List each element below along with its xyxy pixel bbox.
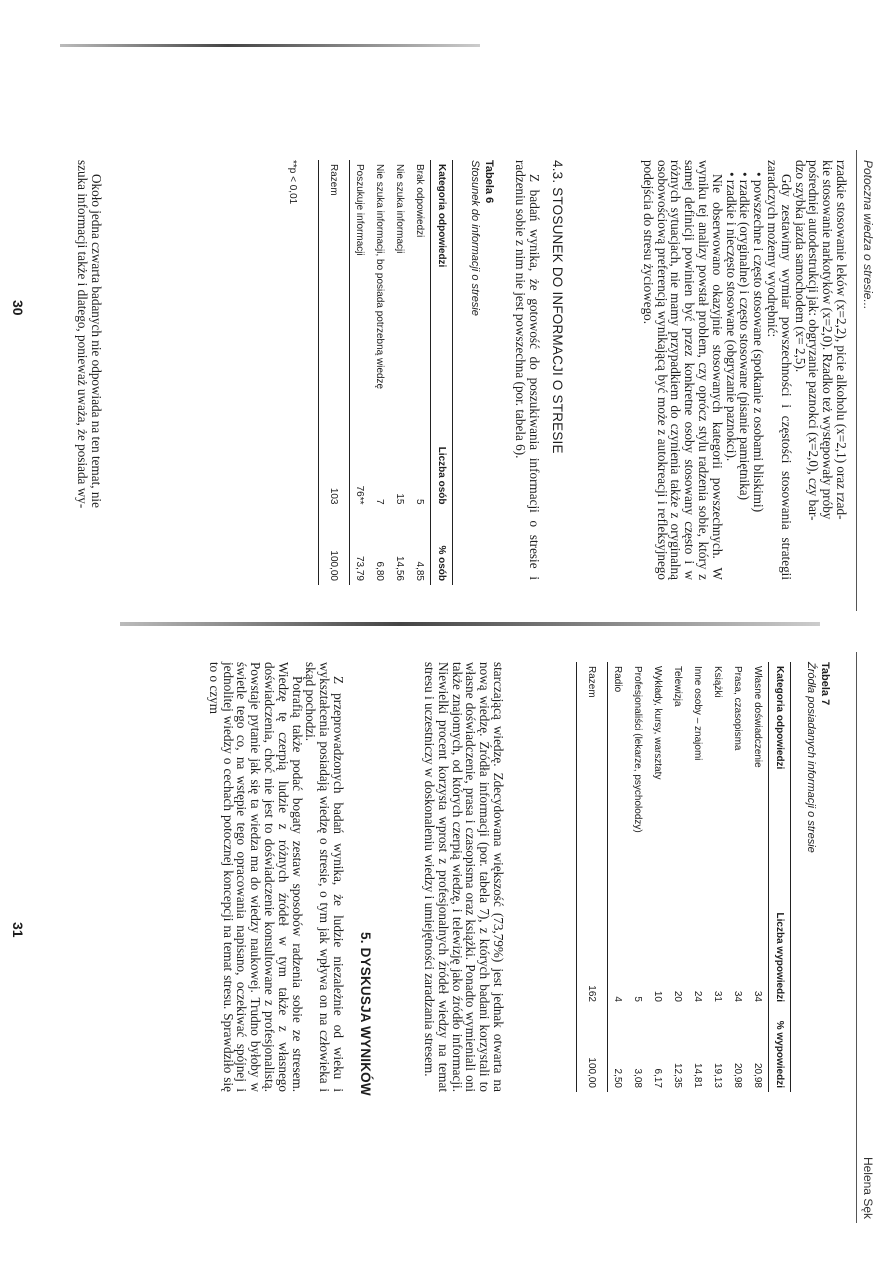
- table-6: [318, 160, 453, 585]
- column-header: Kategoria odpowiedzi: [769, 662, 791, 903]
- table-cell: Razem: [319, 160, 350, 424]
- text-line: Około jedna czwarta badanych nie odpowiada na ten temat, nie: [89, 174, 104, 508]
- discussion-text: [207, 662, 345, 1092]
- section-title: 5. DYSKUSJA WYNIKÓW: [358, 932, 373, 1096]
- table-cell: 24: [692, 990, 704, 1002]
- table-cell: 6,17: [652, 1068, 664, 1088]
- column-header: Liczba osób: [431, 424, 453, 509]
- table-cell: 7: [374, 498, 386, 505]
- table-cell: 73,79: [354, 555, 366, 581]
- text-line: szuka informacji także i dlatego, ponieważ uważa, że posiada wy-: [75, 160, 91, 509]
- table-row: [390, 160, 410, 585]
- paragraph: Z badań wynika, że gotowość do poszukiwania informacji o stresie i radzeniu sobie z nim nie jest powszechna (por. tabela 6).: [513, 160, 542, 580]
- table-cell: 5: [632, 996, 644, 1002]
- table-cell: 20: [672, 990, 684, 1002]
- column-header: % osób: [431, 509, 453, 586]
- table-row: [370, 160, 390, 585]
- table-cell: Inne osoby – znajomi: [692, 666, 704, 761]
- section-text: [513, 160, 541, 580]
- results-text: [422, 662, 505, 1092]
- table-cell: 31: [712, 990, 724, 1002]
- table-cell: 100,00: [577, 1006, 608, 1092]
- table-header-row: [431, 160, 453, 585]
- table-row: [608, 662, 629, 1092]
- table-7: [576, 662, 791, 1092]
- table-cell: 34: [752, 990, 764, 1002]
- table-cell: 10: [652, 990, 664, 1002]
- intro-text: [641, 160, 848, 580]
- table-cell: Nie szuka informacji, bo posiada potrzebną wiedzę: [374, 164, 386, 390]
- table-cell: 5: [414, 498, 426, 505]
- table-cell: Brak odpowiedzi: [414, 164, 426, 238]
- table-cell: Książki: [712, 666, 724, 698]
- table-cell: Wykłady, kursy, warsztaty: [652, 666, 664, 780]
- header-rule: [856, 652, 857, 1223]
- paragraph: starczającą wiedzę. Zdecydowana większość (73,79%) jest jednak otwarta na nową wiedzę. Źródła informacji (por. tabela 7), z których badani korzystali to własne doświadczenie, prasa i czasopisma oraz książki. Ponadto wymieniali oni także znajomych, od których czerpią wiedzę, i telewizję jako źródło informacji. Niewielki procent korzysta wprost z profesjonalnych źródeł wiedzy na temat stresu i uczestniczy w doskonaleniu wiedzy i umiejętności zaradzania stresem.: [422, 662, 506, 1092]
- strategy-list: [724, 160, 765, 580]
- page-31: [0, 632, 893, 1263]
- table-row: [748, 662, 769, 1092]
- table-cell: 6,80: [374, 561, 386, 581]
- table-cell: 15: [394, 493, 406, 505]
- table-cell: 162: [577, 903, 608, 1006]
- table-title: Źródła posiadanych informacji o stresie: [805, 662, 817, 853]
- column-header: Liczba wypowiedzi: [769, 903, 791, 1006]
- column-header: Kategoria odpowiedzi: [431, 160, 453, 424]
- table-cell: 100,00: [319, 509, 350, 586]
- list-item: • rzadkie i nieczęsto stosowane (obgryzanie paznokci).: [724, 172, 738, 580]
- intro-line: kie stosowanie narkotyków (x=2,0). Rzadko też występowały próby: [820, 160, 836, 520]
- table-cell: Radio: [612, 666, 624, 693]
- page-30: [0, 0, 893, 631]
- section-title: 4.3. STOSUNEK DO INFORMACJI O STRESIE: [550, 160, 565, 454]
- table-cell: 12,35: [672, 1062, 684, 1088]
- closing-text: [75, 160, 103, 580]
- table-cell: 14,81: [692, 1062, 704, 1088]
- table-total-row: [577, 662, 608, 1092]
- table-cell: 20,98: [752, 1062, 764, 1088]
- paragraph: Potrafią także podać bogaty zestaw sposobów radzenia sobie ze stresem. Wiedzę tę czerpią ludzie z różnych źródeł w tym także z własnego doświadczenia, choć nie jest to doświadczenie konsultowane z profesjonalistą. Powstaje pytanie jak się ta wiedza ma do wiedzy naukowej. Trudno byłoby w świetle tego co, na wstępie tego opracowania napisano, oczekiwać spójnej i jednolitej wiedzy o cechach potocznej koncepcji na temat stresu. Sprawdziło się to o czym: [206, 662, 305, 1092]
- intro-line: rzadkie stosowanie leków (x=2,2), picie alkoholu (x=2,1) oraz rzad-: [834, 160, 849, 520]
- intro-line: pośredniej autodestrukcji jak: obgryzanie paznokci (x=2,0), czy bar-: [806, 160, 822, 521]
- paragraph: Gdy zestawimy wymiar powszechności i częstości stosowania strategii zaradczych możemy wyodrębnić:: [765, 160, 794, 580]
- table-cell: Poszukuje informacji: [354, 164, 366, 256]
- table-title: Stosunek do informacji o stresie: [469, 160, 481, 316]
- table-caption: [805, 662, 831, 853]
- table-cell: 2,50: [612, 1068, 624, 1088]
- table-number: Tabela 7: [819, 662, 831, 706]
- table-cell: 3,08: [632, 1068, 644, 1088]
- table-row: [628, 662, 648, 1092]
- paragraph: Nie obserwowano okazyjnie stosowanych kategorii powszechnych. W wyniku tej analizy powstał problem, czy oprócz stylu radzenia sobie, który z samej definicji powinien być przez konkretne osoby stosowany często i w różnych sytuacjach, nie mamy przypadkiem do czynienia także z oryginalną osobowościową preferencją wynikającą być może z autokreacji i refleksyjnego podejścia do stresu życiowego.: [640, 160, 725, 580]
- header-rule: [856, 150, 857, 611]
- table-row: [688, 662, 708, 1092]
- table-number: Tabela 6: [483, 160, 495, 204]
- table-cell: 20,98: [732, 1062, 744, 1088]
- table-row: [648, 662, 668, 1092]
- table-cell: 76**: [354, 485, 366, 505]
- table-caption: [469, 160, 495, 316]
- list-item: • rzadkie (oryginalne) i często stosowane (pisanie pamiętnika): [738, 172, 752, 580]
- table-cell: 4,85: [414, 561, 426, 581]
- running-head: Helena Sęk: [861, 1156, 875, 1219]
- paragraph: Z przeprowadzonych badań wynika, że ludzie niezależnie od wieku i wykształcenia posiadają wiedzę o stresie, o tym jak wpływa on na człowieka i skąd pochodzi.: [303, 662, 346, 1092]
- table-footnote: **p < 0,01: [287, 160, 298, 205]
- list-item: • powszechne i często stosowane (spotkanie z osobami bliskimi): [751, 172, 765, 580]
- table-row: [410, 160, 431, 585]
- table-total-row: [319, 160, 350, 585]
- table-cell: 103: [319, 424, 350, 509]
- table-cell: 19,13: [712, 1062, 724, 1088]
- table-cell: Nie szuka informacji: [394, 164, 406, 254]
- table-cell: 34: [732, 990, 744, 1002]
- table-row: [350, 160, 371, 585]
- table-cell: 14,56: [394, 555, 406, 581]
- table-cell: Razem: [577, 662, 608, 903]
- table-cell: Prasa, czasopisma: [732, 666, 744, 751]
- table-cell: Telewizja: [672, 666, 684, 707]
- table-header-row: [769, 662, 791, 1092]
- table-cell: 4: [612, 996, 624, 1002]
- running-head: Potoczna wiedza o stresie...: [861, 160, 875, 310]
- table-row: [708, 662, 728, 1092]
- intro-line: dzo szybka jazda samochodem (x= 2,5).: [792, 160, 808, 373]
- table-cell: Własne doświadczenie: [752, 666, 764, 768]
- table-cell: Profesjonaliści (lekarze, psycholodzy): [632, 666, 644, 833]
- column-header: % wypowiedzi: [769, 1006, 791, 1092]
- table-row: [728, 662, 748, 1092]
- page-number: 31: [10, 922, 26, 938]
- table-row: [668, 662, 688, 1092]
- page-number: 30: [10, 300, 26, 316]
